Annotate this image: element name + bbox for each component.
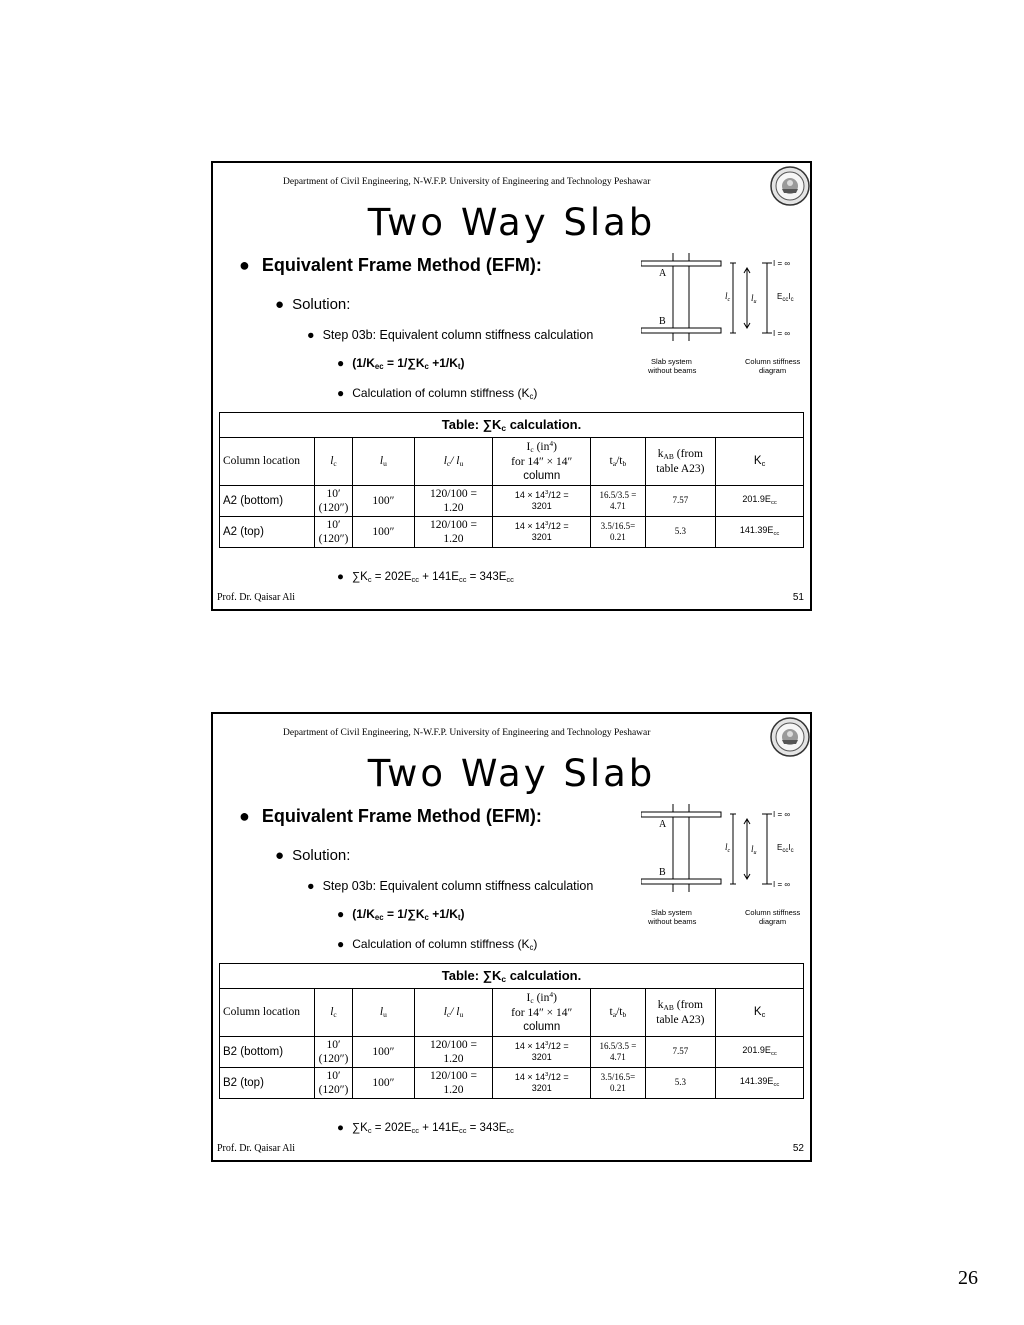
- cell-kc: $141.39E_{cc}$: [716, 1068, 804, 1099]
- header-lc-lu: $l_c/$ $l_u$: [414, 989, 493, 1037]
- cell-kab: 7.57: [645, 486, 716, 517]
- page-number: 26: [958, 1267, 978, 1289]
- cell-ta-tb: 3.5/16.5= 0.21: [591, 517, 645, 548]
- kc-table: [219, 963, 804, 1099]
- bullet-sum-formula: ● $\sum K_c = 202E_{cc} + 141E_{cc} = 343E_{cc}$: [337, 571, 514, 584]
- diagram-lc-label: $l_c$: [725, 291, 731, 303]
- diagram-caption-3: Column stiffness: [745, 357, 801, 366]
- bullet-column-stiffness: ● Calculation of column stiffness $(K_c)$: [337, 386, 538, 401]
- header-kc: $K_c$: [716, 438, 804, 486]
- bullet-formula: ● $(1/K_{ec} = 1/\sum K_c +1/K_t)$: [337, 907, 465, 922]
- bullet-sum-formula: ● $\sum K_c = 202E_{cc} + 141E_{cc} = 343E_{cc}$: [337, 1122, 514, 1135]
- diagram-lu-label: $l_u$: [751, 844, 757, 856]
- header-lu: $l_u$: [353, 438, 415, 486]
- cell-kc: $141.39E_{cc}$: [716, 517, 804, 548]
- slide-number: 52: [792, 1143, 804, 1154]
- header-lc-lu: $l_c/$ $l_u$: [414, 438, 493, 486]
- header-kc: $K_c$: [716, 989, 804, 1037]
- cell-lu: 100″: [353, 517, 415, 548]
- table-row: [220, 1037, 804, 1068]
- header-lc: $l_c$: [314, 438, 352, 486]
- slide-51: [211, 161, 812, 611]
- table-row: [220, 517, 804, 548]
- slide-title: Two Way Slab: [367, 752, 656, 795]
- table-row: [220, 1068, 804, 1099]
- bullet-efm: ● Equivalent Frame Method (EFM):: [239, 806, 542, 826]
- cell-ta-tb: 16.5/3.5 = 4.71: [591, 1037, 645, 1068]
- cell-lu: 100″: [353, 486, 415, 517]
- cell-lu: 100″: [353, 1037, 415, 1068]
- cell-kc: $201.9E_{cc}$: [716, 486, 804, 517]
- diagram-lc-label: $l_c$: [725, 842, 731, 854]
- table-caption: Table: $\sum K_c$ calculation.: [220, 413, 804, 438]
- kc-table: [219, 412, 804, 548]
- slide-number: 51: [792, 592, 804, 603]
- diagram-joint-b: B: [659, 316, 666, 327]
- cell-lu: 100″: [353, 1068, 415, 1099]
- header-ic: $I_c$ $(in^4)$ for 14″ × 14″ column: [493, 438, 591, 486]
- header-kab: $k_{AB}$ (from table A23): [645, 438, 716, 486]
- bullet-solution: ● Solution:: [275, 296, 351, 313]
- diagram-caption-3: Column stiffness: [745, 908, 801, 917]
- cell-kab: 7.57: [645, 1037, 716, 1068]
- diagram-caption-1: Slab system: [651, 357, 692, 366]
- header-ta-tb: $t_a/t_b$: [591, 438, 645, 486]
- cell-kab: 5.3: [645, 1068, 716, 1099]
- cell-lc: 10′ (120″): [314, 486, 352, 517]
- cell-lc-lu: 120/100 = 1.20: [414, 486, 493, 517]
- slide-title: Two Way Slab: [367, 201, 656, 244]
- cell-kc: $201.9E_{cc}$: [716, 1037, 804, 1068]
- cell-lc-lu: 120/100 = 1.20: [414, 1037, 493, 1068]
- diagram-ecc-label: $E_{cc}I_c$: [777, 292, 794, 303]
- cell-kab: 5.3: [645, 517, 716, 548]
- bullet-formula: ● $(1/K_{ec} = 1/\sum K_c +1/K_t)$: [337, 356, 465, 371]
- header-ta-tb: $t_a/t_b$: [591, 989, 645, 1037]
- cell-location: A2 (bottom): [220, 486, 315, 517]
- department-header: Department of Civil Engineering, N-W.F.P. University of Engineering and Technology Peshawar: [283, 728, 651, 738]
- cell-lc: 10′ (120″): [314, 517, 352, 548]
- column-stiffness-diagram: [641, 800, 811, 930]
- diagram-inf-top: I = ∞: [773, 259, 791, 268]
- footer-author: Prof. Dr. Qaisar Ali: [217, 1143, 296, 1154]
- cell-ta-tb: 16.5/3.5 = 4.71: [591, 486, 645, 517]
- slide-52: [211, 712, 812, 1162]
- cell-lc: 10′ (120″): [314, 1068, 352, 1099]
- cell-lc-lu: 120/100 = 1.20: [414, 517, 493, 548]
- diagram-caption-4: diagram: [759, 366, 787, 375]
- diagram-caption-2: without beams: [648, 917, 697, 926]
- table-header-row: [220, 989, 804, 1037]
- diagram-joint-a: A: [659, 819, 667, 830]
- cell-lc-lu: 120/100 = 1.20: [414, 1068, 493, 1099]
- cell-ic: $14 \times 14^3/12$ = 3201: [493, 486, 591, 517]
- header-ic: $I_c$ $(in^4)$ for 14″ × 14″ column: [493, 989, 591, 1037]
- cell-ic: $14 \times 14^3/12$ = 3201: [493, 1068, 591, 1099]
- cell-ic: $14 \times 14^3/12$ = 3201: [493, 1037, 591, 1068]
- table-row: [220, 486, 804, 517]
- cell-location: A2 (top): [220, 517, 315, 548]
- diagram-inf-top: I = ∞: [773, 810, 791, 819]
- footer-author: Prof. Dr. Qaisar Ali: [217, 592, 296, 603]
- bullet-efm: ● Equivalent Frame Method (EFM):: [239, 255, 542, 275]
- header-kab: $k_{AB}$ (from table A23): [645, 989, 716, 1037]
- diagram-caption-1: Slab system: [651, 908, 692, 917]
- bullet-column-stiffness: ● Calculation of column stiffness $(K_c)$: [337, 937, 538, 952]
- diagram-lu-label: $l_u$: [751, 293, 757, 305]
- cell-lc: 10′ (120″): [314, 1037, 352, 1068]
- table-header-row: [220, 438, 804, 486]
- table-caption-row: [220, 413, 804, 438]
- column-stiffness-diagram: [641, 249, 811, 379]
- cell-ta-tb: 3.5/16.5= 0.21: [591, 1068, 645, 1099]
- diagram-inf-bottom: I = ∞: [773, 329, 791, 338]
- cell-ic: $14 \times 14^3/12$ = 3201: [493, 517, 591, 548]
- diagram-joint-a: A: [659, 268, 667, 279]
- diagram-joint-b: B: [659, 867, 666, 878]
- header-column-location: Column location: [220, 438, 315, 486]
- cell-location: B2 (top): [220, 1068, 315, 1099]
- table-caption: Table: $\sum K_c$ calculation.: [220, 964, 804, 989]
- diagram-inf-bottom: I = ∞: [773, 880, 791, 889]
- bullet-step: ● Step 03b: Equivalent column stiffness calculation: [307, 879, 594, 893]
- cell-location: B2 (bottom): [220, 1037, 315, 1068]
- bullet-solution: ● Solution:: [275, 847, 351, 864]
- diagram-caption-2: without beams: [648, 366, 697, 375]
- diagram-ecc-label: $E_{cc}I_c$: [777, 843, 794, 854]
- table-caption-row: [220, 964, 804, 989]
- bullet-step: ● Step 03b: Equivalent column stiffness calculation: [307, 328, 594, 342]
- header-lu: $l_u$: [353, 989, 415, 1037]
- department-header: Department of Civil Engineering, N-W.F.P. University of Engineering and Technology Peshawar: [283, 177, 651, 187]
- diagram-caption-4: diagram: [759, 917, 787, 926]
- header-column-location: Column location: [220, 989, 315, 1037]
- header-lc: $l_c$: [314, 989, 352, 1037]
